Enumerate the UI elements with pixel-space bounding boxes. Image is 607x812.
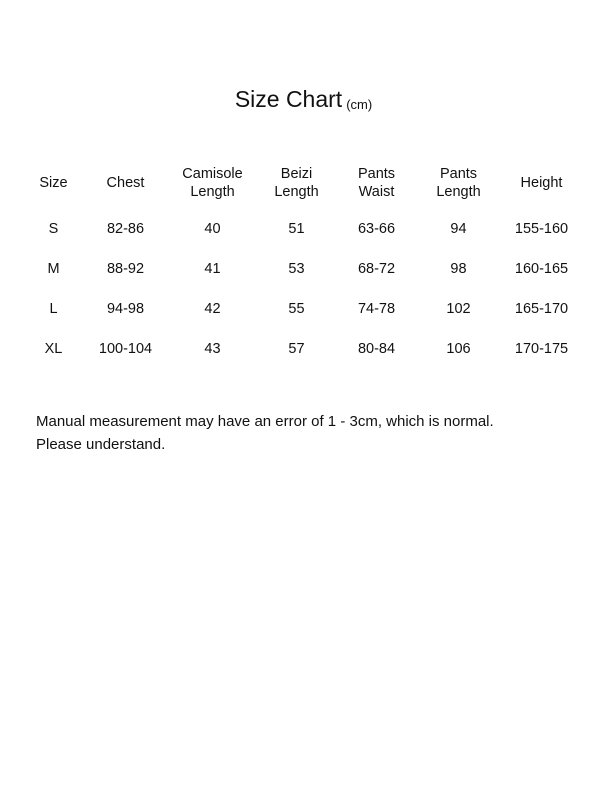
table-row [25,249,583,289]
cell-chest: 94-98 [106,301,145,317]
column-header-pants-length [417,157,501,209]
column-header-beizi-line1: Beizi [280,165,313,182]
size-table-body [25,209,583,369]
column-header-size [25,157,83,209]
column-header-pants-length-line1: Pants [439,165,478,182]
page-title-text: Size Chart [234,86,343,112]
table-header-row [25,157,583,209]
cell-camisole-length: 42 [204,301,221,317]
cell-size: L [49,301,58,317]
column-header-height-line1: Height [520,174,563,191]
column-header-camisole-line2: Length [190,184,235,200]
page-title [0,88,607,111]
size-chart-page [0,88,607,812]
page-title-unit: (cm) [346,97,373,112]
column-header-size-line1: Size [39,174,68,191]
column-header-height [501,157,583,209]
measurement-note-line2: Please understand. [36,435,166,453]
column-header-chest [83,157,169,209]
measurement-note-line1: Manual measurement may have an error of 1 - 3cm, which is normal. [36,413,494,430]
table-row [25,329,583,369]
column-header-camisole-line1: Camisole [182,165,243,182]
cell-height: 160-165 [514,261,569,277]
cell-pants-waist: 74-78 [357,301,396,317]
column-header-beizi-line2: Length [274,184,319,200]
column-header-pants-waist-line2: Waist [358,184,395,200]
cell-size: S [48,221,59,237]
cell-camisole-length: 43 [204,341,221,357]
cell-pants-length: 94 [450,221,467,237]
cell-pants-length: 106 [446,341,471,357]
cell-pants-waist: 63-66 [357,221,396,237]
cell-pants-length: 102 [446,301,471,317]
table-row [25,289,583,329]
cell-beizi-length: 51 [288,221,305,237]
size-table [25,157,583,369]
cell-height: 170-175 [514,341,569,357]
column-header-pants-waist-line1: Pants [357,165,396,182]
cell-beizi-length: 57 [288,341,305,357]
column-header-pants-length-line2: Length [436,184,481,200]
cell-camisole-length: 41 [204,261,221,277]
cell-height: 165-170 [514,301,569,317]
table-row [25,209,583,249]
measurement-note [36,411,581,456]
cell-camisole-length: 40 [204,221,221,237]
cell-height: 155-160 [514,221,569,237]
cell-pants-length: 98 [450,261,467,277]
cell-beizi-length: 53 [288,261,305,277]
cell-size: XL [44,341,63,357]
cell-size: M [47,261,60,277]
size-table-head [25,157,583,209]
cell-pants-waist: 68-72 [357,261,396,277]
cell-pants-waist: 80-84 [357,341,396,357]
column-header-beizi-length [257,157,337,209]
cell-chest: 82-86 [106,221,145,237]
cell-beizi-length: 55 [288,301,305,317]
column-header-camisole-length [169,157,257,209]
column-header-pants-waist [337,157,417,209]
column-header-chest-line1: Chest [106,174,145,191]
cell-chest: 100-104 [98,341,153,357]
cell-chest: 88-92 [106,261,145,277]
